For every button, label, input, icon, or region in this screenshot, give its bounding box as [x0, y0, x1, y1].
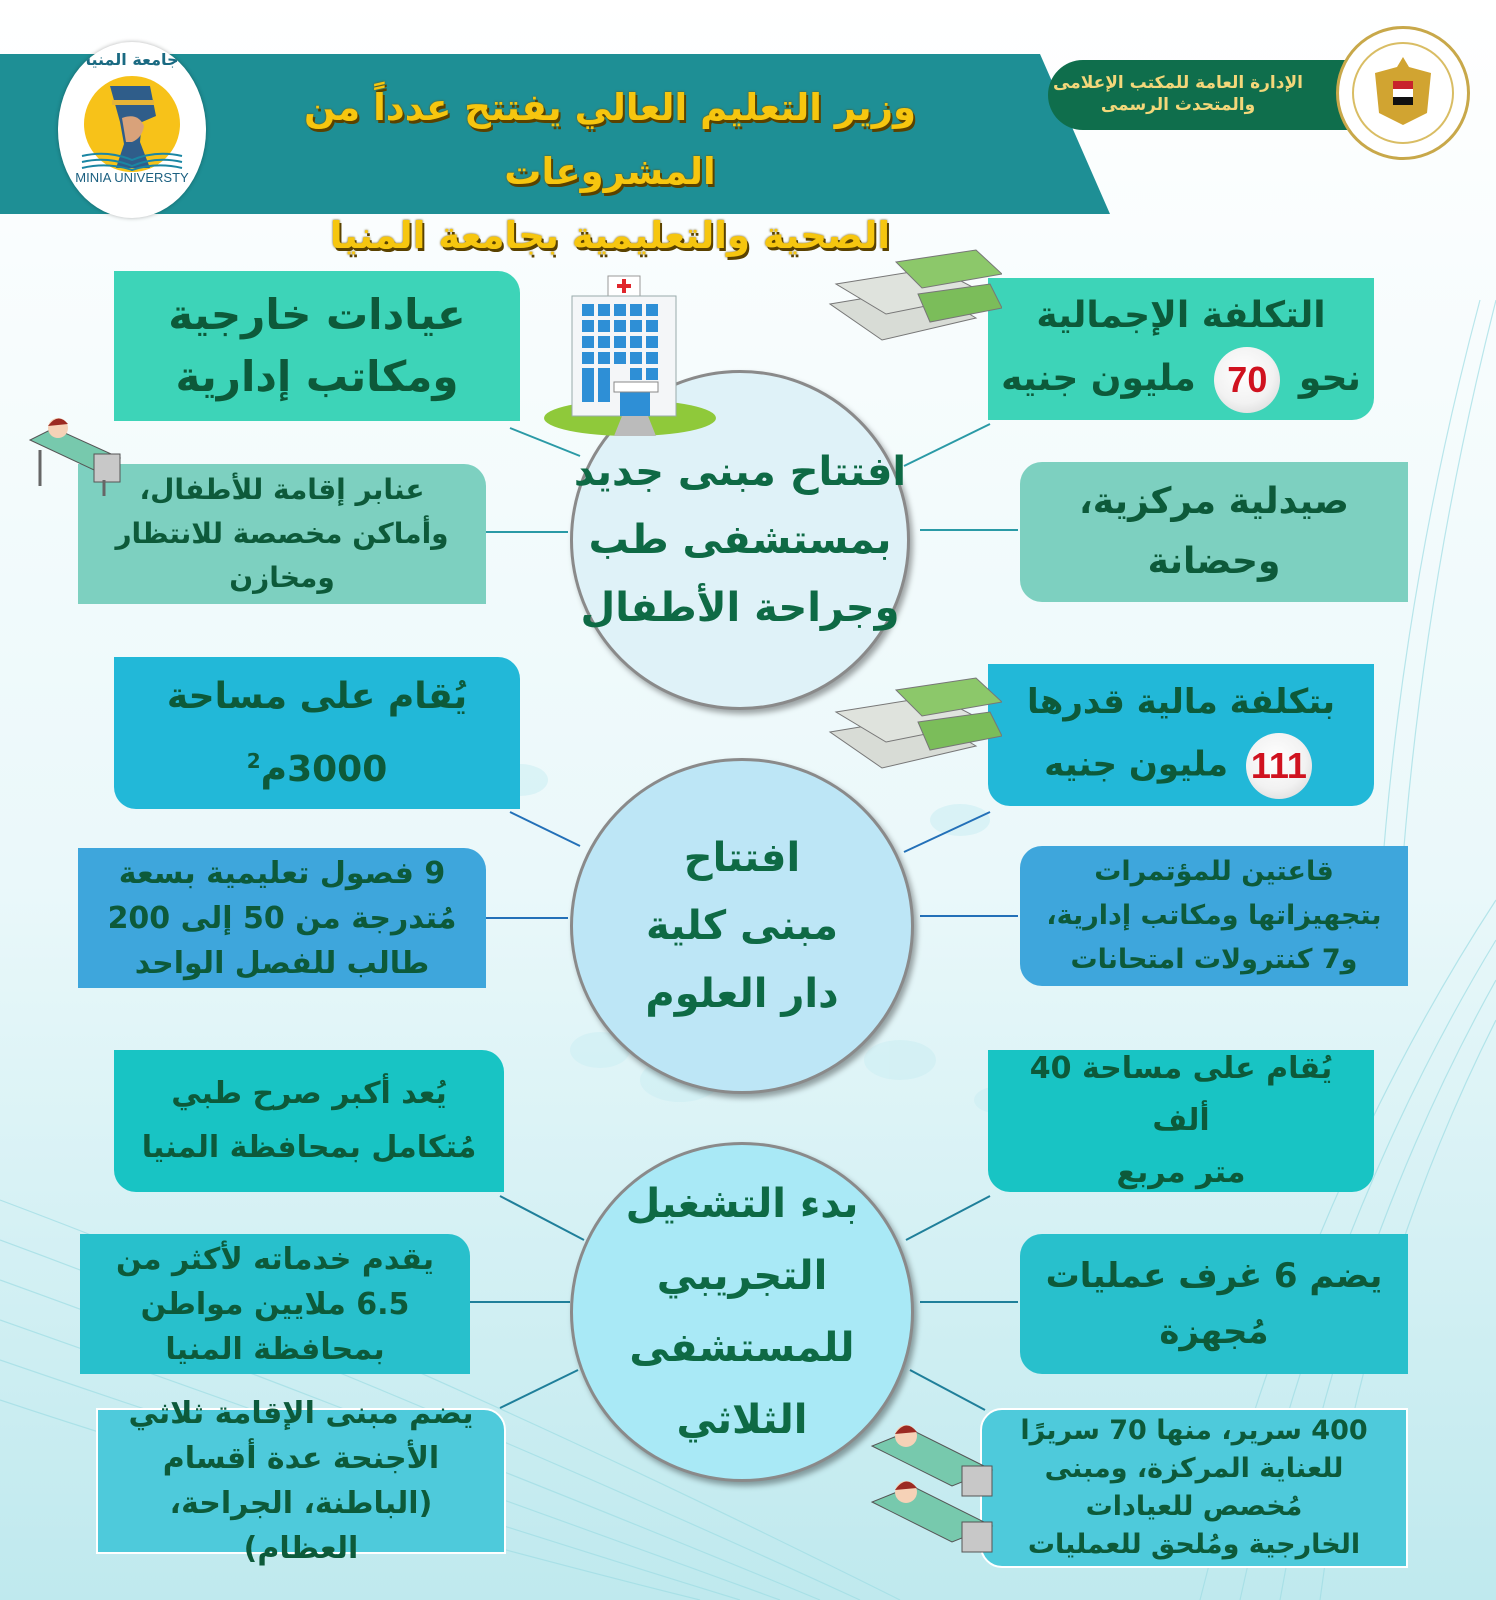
box-line: ومخازن [229, 561, 335, 594]
money-stack-icon [826, 676, 1002, 776]
box-line: للعناية المركزة، ومبنى [1044, 1453, 1344, 1484]
center-line: افتتاح مبنى جديد [573, 449, 907, 495]
box-line: بتجهيزاتها ومكاتب إدارية، [1046, 900, 1382, 931]
minia-university-logo [58, 42, 206, 218]
box-line: يُقام على مساحة [166, 675, 468, 717]
media-office-label [1048, 60, 1348, 130]
center-line: وجراحة الأطفال [580, 585, 900, 631]
feature-box-cost-111 [988, 664, 1374, 806]
feature-box-classrooms [78, 848, 486, 988]
box-line: عنابر إقامة للأطفال، [139, 473, 425, 506]
box-line: وحضانة [1147, 541, 1281, 582]
box-line: 9 فصول تعليمية بسعة [118, 855, 446, 891]
feature-box-beds [980, 1408, 1408, 1568]
feature-box-children-wards [78, 464, 486, 604]
box-line: طالب للفصل الواحد [134, 945, 430, 981]
box-line: يُعد أكبر صرح طبي [171, 1076, 447, 1111]
box-line: يُقام على مساحة 40 ألف [1029, 1051, 1333, 1138]
box-line: التكلفة الإجمالية [1036, 295, 1326, 336]
area-value: 3000م [260, 748, 388, 790]
box-line: مُتدرجة من 50 إلى 200 [107, 900, 457, 936]
cost-line [1001, 347, 1361, 413]
ministry-seal-logo [1336, 26, 1470, 160]
center-line: دار العلوم [645, 971, 839, 1017]
feature-box-outpatient-clinics [114, 271, 520, 421]
title-line-2: الصحية والتعليمية بجامعة المنيا [329, 214, 891, 257]
money-stack-icon [826, 248, 1002, 348]
center-line: مبنى كلية [646, 903, 838, 949]
center-line: افتتاح [683, 835, 801, 881]
hospital-bed-icon [24, 410, 128, 498]
center-line: التجريبي [656, 1253, 828, 1299]
cost-prefix: نحو [1298, 358, 1361, 399]
box-line: مُخصص للعيادات [1085, 1491, 1303, 1522]
center-line: للمستشفى [629, 1325, 855, 1371]
area-superscript: 2 [246, 748, 261, 773]
box-line: الأجنحة عدة أقسام [162, 1441, 440, 1476]
area-line [167, 729, 467, 802]
center-circle-dar-al-uloom [570, 758, 914, 1094]
box-line: ومكاتب إدارية [175, 352, 459, 401]
cost-unit: مليون جنيه [1044, 744, 1229, 785]
feature-box-conference-halls [1020, 846, 1408, 986]
open-book-icon [78, 150, 186, 172]
feature-box-area-40k [988, 1050, 1374, 1192]
center-line: بدء التشغيل [625, 1181, 859, 1227]
hospital-building-icon [540, 268, 720, 438]
logo-name-en: MINIA UNIVERSTY [75, 170, 189, 185]
cost-unit: مليون جنيه [1001, 358, 1196, 399]
box-line: و7 كنترولات امتحانات [1070, 944, 1358, 975]
box-line: عيادات خارجية [168, 290, 466, 339]
box-line: بتكلفة مالية قدرها [1027, 682, 1335, 722]
office-line-2: والمتحدث الرسمى [1100, 95, 1256, 115]
feature-box-total-cost-70 [988, 278, 1374, 420]
page-title [200, 76, 1020, 268]
hospital-beds-icon [862, 1416, 1012, 1566]
feature-box-residence-wings [96, 1396, 506, 1566]
cost-number-badge: 70 [1214, 347, 1280, 413]
box-line: الخارجية ومُلحق للعمليات [1027, 1529, 1361, 1560]
title-line-1: وزير التعليم العالي يفتتح عدداً من المشروعات [304, 86, 916, 193]
feature-box-services-citizens [80, 1234, 470, 1374]
center-line: بمستشفى طب [588, 517, 892, 563]
box-line: يقدم خدماته لأكثر من [115, 1241, 435, 1277]
box-line: (الباطنة، الجراحة، العظام) [169, 1486, 433, 1566]
box-line: صيدلية مركزية، [1079, 481, 1349, 522]
cost-line [1027, 733, 1335, 799]
box-line: يضم مبنى الإقامة ثلاثي [128, 1396, 474, 1431]
box-line: بمحافظة المنيا [165, 1331, 385, 1367]
center-line: الثلاثي [676, 1397, 808, 1443]
feature-box-operating-rooms [1020, 1234, 1408, 1374]
box-line: يضم 6 غرف عمليات [1045, 1256, 1383, 1296]
box-line: مُتكامل بمحافظة المنيا [141, 1130, 477, 1165]
feature-box-largest-medical [114, 1050, 504, 1192]
feature-box-area-3000 [114, 657, 520, 809]
box-line: قاعتين للمؤتمرات [1094, 856, 1334, 887]
box-line: وأماكن مخصصة للانتظار [115, 517, 449, 550]
box-line: مُجهزة [1159, 1312, 1269, 1352]
logo-name-ar: جامعة المنيا [85, 50, 179, 69]
box-line: 6.5 ملايين مواطن [140, 1286, 410, 1322]
eagle-emblem-icon [1339, 29, 1467, 157]
cost-number-badge: 111 [1246, 733, 1312, 799]
feature-box-pharmacy-nursery [1020, 462, 1408, 602]
box-line: متر مربع [1116, 1155, 1246, 1190]
box-line: 400 سرير، منها 70 سريرًا [1020, 1415, 1368, 1446]
office-line-1: الإدارة العامة للمكتب الإعلامى [1053, 73, 1303, 93]
